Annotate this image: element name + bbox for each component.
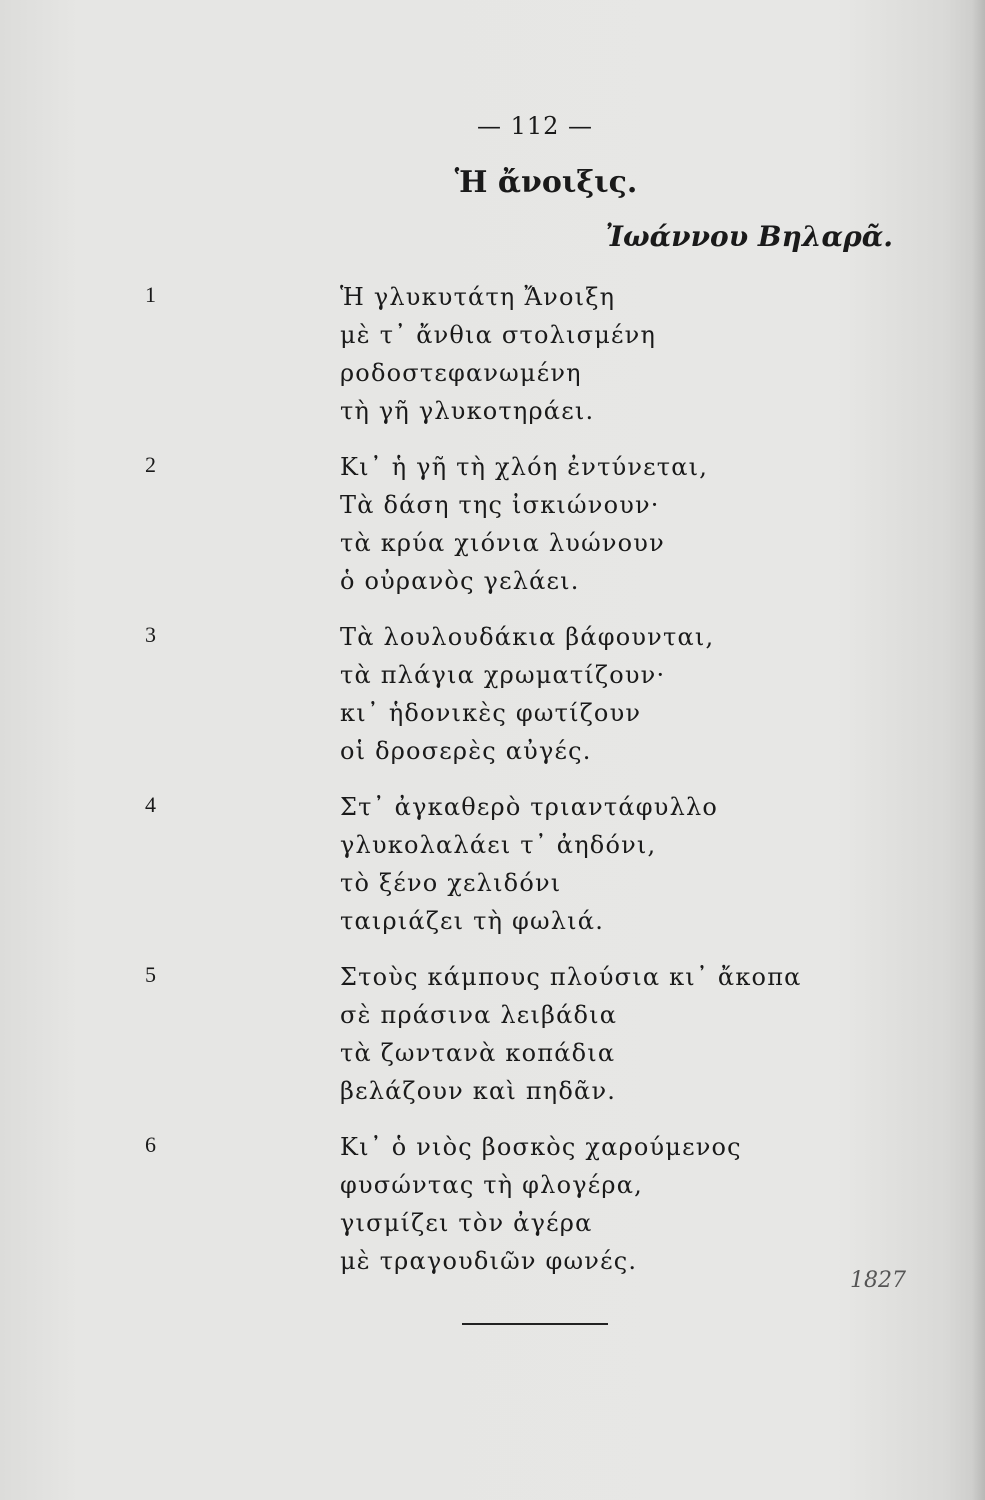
stanza <box>340 448 900 600</box>
stanza <box>340 958 900 1110</box>
verse-line: φυσώντας τὴ φλογέρα, <box>340 1171 643 1199</box>
verse-line: Στοὺς κάμπους πλούσια κι᾽ ἄκοπα <box>340 963 802 991</box>
verse-line: μὲ τ᾽ ἄνθια στολισμένη <box>340 321 657 349</box>
verse-line: τὴ γῆ γλυκοτηράει. <box>340 397 595 425</box>
poem-author: Ἰωάννου Βηλαρᾶ. <box>605 220 893 253</box>
verse-line: ὁ οὐρανὸς γελάει. <box>340 567 580 595</box>
verse-line: Κι᾽ ὁ νιὸς βοσκὸς χαρούμενος <box>340 1133 742 1161</box>
verse-line: Στ᾽ ἀγκαθερὸ τριαντάφυλλο <box>340 793 719 821</box>
verse-line: βελάζουν καὶ πηδᾶν. <box>340 1077 617 1105</box>
stanza-number: 6 <box>145 1132 156 1157</box>
year-note: 1827 <box>850 1268 906 1293</box>
stanza <box>340 278 900 430</box>
verse-line: τὰ πλάγια χρωματίζουν· <box>340 661 666 689</box>
verse-line: τὰ ζωντανὰ κοπάδια <box>340 1039 616 1067</box>
verse-line: οἱ δροσερὲς αὐγές. <box>340 737 592 765</box>
stanza-number: 1 <box>145 282 156 307</box>
verse-line: γλυκολαλάει τ᾽ ἀηδόνι, <box>340 831 657 859</box>
verse-line: Τὰ δάση της ἰσκιώνουν· <box>340 491 660 519</box>
stanza-number: 3 <box>145 622 156 647</box>
stanza <box>340 1128 900 1280</box>
verse-line: Ἡ γλυκυτάτη Ἄνοιξη <box>340 283 616 311</box>
page-number: — 112 — <box>476 112 594 140</box>
stanza-number: 2 <box>145 452 156 477</box>
stanza <box>340 788 900 940</box>
verse-line: μὲ τραγουδιῶν φωνές. <box>340 1247 638 1275</box>
stanza-number: 4 <box>145 792 156 817</box>
closing-rule <box>462 1323 608 1325</box>
page-edge <box>971 0 985 1500</box>
verse-line: κι᾽ ἡδονικὲς φωτίζουν <box>340 699 642 727</box>
verse-line: ροδοστεφανωμένη <box>340 359 582 387</box>
verse-line: Τὰ λουλουδάκια βάφουνται, <box>340 623 715 651</box>
verse-line: Κι᾽ ἡ γῆ τὴ χλόη ἐντύνεται, <box>340 453 709 481</box>
verse-line: γισμίζει τὸν ἀγέρα <box>340 1209 593 1237</box>
stanza-number: 5 <box>145 962 156 987</box>
stanza <box>340 618 900 770</box>
verse-line: τὰ κρύα χιόνια λυώνουν <box>340 529 665 557</box>
verse-line: τὸ ξένο χελιδόνι <box>340 869 562 897</box>
verse-line: ταιριάζει τὴ φωλιά. <box>340 907 605 935</box>
verse-line: σὲ πράσινα λειβάδια <box>340 1001 618 1029</box>
poem-title: Ἡ ἄνοιξις. <box>454 165 638 200</box>
